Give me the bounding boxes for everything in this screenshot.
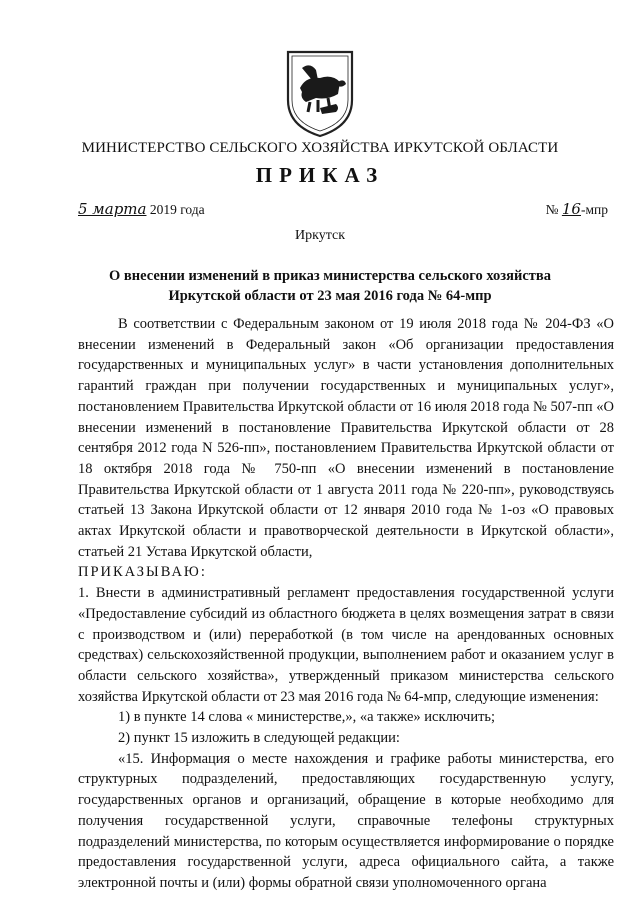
- order-number: [546, 200, 608, 218]
- subitem-1: 1) в пункте 14 слова « министерстве,», «а также» исключить;: [118, 709, 496, 726]
- ministry-name: МИНИСТЕРСТВО СЕЛЬСКОГО ХОЗЯЙСТВА ИРКУТСКОЙ ОБЛАСТИ: [81, 140, 559, 156]
- handwritten-number: 16: [561, 200, 581, 218]
- preamble-paragraph: В соответствии с Федеральным законом от 19 июля 2018 года № 204-ФЗ «О внесении изменений в Федеральный закон «Об организации предоставления государственных и муниципальных услуг» в части установления дополнительных гарантий граждан при получении государственных и муниципальных услуг», постановлением Правительства Иркутской области от 16 июля 2018 года № 507-пп «О внесении изменений в постановление Правительства Иркутской области от 28 сентября 2012 года N 526-пп», постановлением Правительства Иркутской области от 18 октября 2018 года № 750-пп «О внесении изменений в постановление Правительства Иркутской области от 1 августа 2011 года № 220-пп», руководствуясь статьей 13 Закона Иркутской области от 12 января 2010 года № 1-оз «О правовых актах Иркутской области и правотворческой деятельности в Иркутской области», статьей 21 Устава Иркутской области,: [78, 316, 614, 560]
- handwritten-date: 5 марта: [78, 200, 147, 218]
- subject-line: О внесении изменений в приказ министерства сельского хозяйства: [109, 268, 551, 284]
- number-suffix: -мпр: [580, 202, 608, 217]
- coat-of-arms-icon: [280, 44, 360, 140]
- page-title: ПРИКАЗ: [255, 163, 385, 187]
- number-sign: №: [545, 202, 559, 217]
- order-word: ПРИКАЗЫВАЮ:: [78, 564, 207, 581]
- date-year: 2019 года: [149, 202, 205, 217]
- city: Иркутск: [294, 228, 346, 243]
- order-subject: [60, 266, 600, 306]
- order-body: [78, 314, 614, 894]
- subitem-2: 2) пункт 15 изложить в следующей редакции:: [118, 730, 400, 747]
- order-date: [78, 200, 205, 218]
- subject-line: Иркутской области от 23 мая 2016 года № 64-мпр: [168, 288, 492, 304]
- item-1-paragraph: 1. Внести в административный регламент предоставления государственной услуги «Предоставление субсидий из областного бюджета в целях возмещения затрат в связи с производством и (или) переработкой (в том числе на арендованных основных средствах) сельскохозяйственной продукции, выполнением работ и оказанием услуг в области сельского хозяйства», утвержденный приказом министерства сельского хозяйства Иркутской области от 23 мая 2016 года № 64-мпр, следующие изменения:: [78, 585, 614, 705]
- item-15-paragraph: «15. Информация о месте нахождения и графике работы министерства, его структурных подразделений, предоставляющих государственную услугу, государственных органов и организаций, обращение в которые необходимо для получения государственной услуги, справочные телефоны структурных подразделений министерства, по которым осуществляется информирование о порядке предоставления государственной услуги, адреса официального сайта, а также электронной почты и (или) формы обратной связи уполномоченного органа: [78, 750, 614, 891]
